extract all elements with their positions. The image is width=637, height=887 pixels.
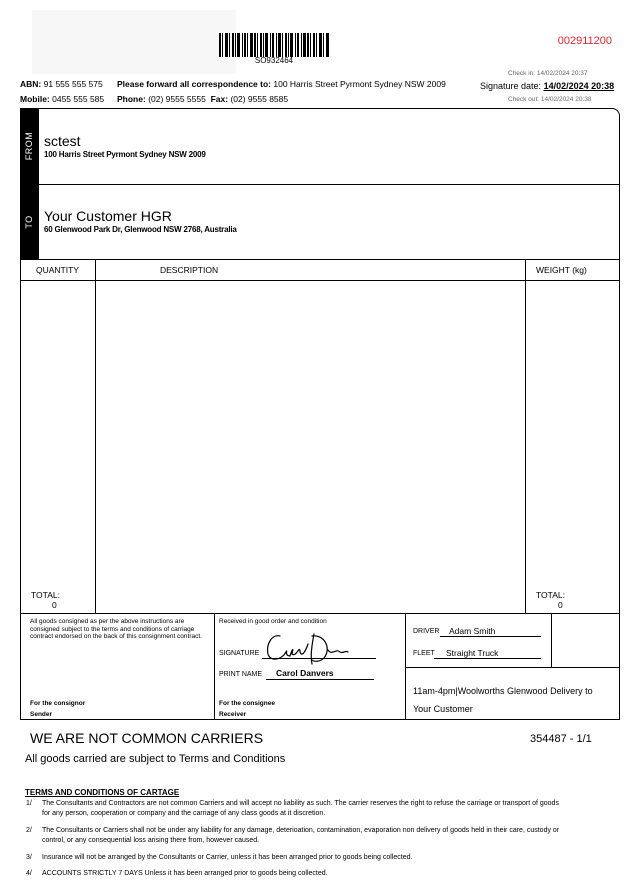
total-weight-label: TOTAL: (536, 590, 565, 600)
received-text: Received in good order and condition (219, 618, 327, 625)
quantity-column-header: QUANTITY (36, 265, 79, 275)
fleet-label: FLEET (413, 650, 435, 657)
driver-label: DRIVER (413, 628, 440, 635)
from-side-bar (20, 108, 39, 184)
check-in: Check in: 14/02/2024 20:37 (508, 70, 588, 77)
terms-heading: TERMS AND CONDITIONS OF CARTAGE (25, 788, 180, 797)
forward-label: Please forward all correspondence to: (117, 79, 271, 89)
term-text: The Consultants and Contractors are not common Carriers and will accept no liability as such. The carrier reserves the right to refuse the carriage or transport of goods (42, 800, 559, 807)
total-quantity-label: TOTAL: (31, 590, 60, 600)
not-common-carriers-notice: WE ARE NOT COMMON CARRIERS (30, 730, 264, 746)
sender-label: Sender (30, 711, 53, 718)
page-reference: 354487 - 1/1 (530, 733, 592, 745)
term-number: 4/ (26, 870, 32, 877)
column-divider (525, 259, 526, 613)
print-name-label: PRINT NAME (219, 671, 263, 678)
to-side-bar (20, 185, 39, 259)
receiver-label: Receiver (219, 711, 247, 718)
term-item (26, 869, 328, 879)
receiver-name: Your Customer HGR (44, 208, 172, 224)
divider (20, 613, 620, 614)
weight-column-header: WEIGHT (kg) (536, 265, 587, 275)
barcode-number: SO932464 (254, 56, 294, 65)
company-logo-area (32, 10, 236, 74)
print-name-line (266, 679, 374, 680)
total-weight-value: 0 (558, 600, 563, 610)
term-item (26, 799, 559, 819)
term-number: 1/ (26, 800, 32, 807)
fax-value: (02) 9555 8585 (230, 94, 289, 104)
total-quantity-value: 0 (52, 600, 57, 610)
term-text: The Consultants or Carriers shall not be under any liability for any damage, deterioation, contamination, evaporation non delivery of goods held in their care, custody or (42, 827, 560, 834)
term-text: ACCOUNTS STRICTLY 7 DAYS Unless it has been arranged prior to goods being collected. (42, 870, 328, 877)
driver-value: Adam Smith (449, 626, 496, 636)
forward-line (117, 79, 446, 89)
phone-value: (02) 9555 5555 (148, 94, 206, 104)
fleet-line (434, 658, 541, 659)
column-divider (95, 259, 96, 613)
to-label: TO (24, 215, 34, 229)
divider (405, 667, 620, 668)
abn-value: 91 555 555 575 (43, 79, 103, 89)
terms-subject-notice: All goods carried are subject to Terms and Conditions (25, 753, 286, 765)
consignor-label: For the consignor (30, 700, 86, 707)
abn-label: ABN: (20, 79, 42, 89)
section-divider (551, 613, 552, 668)
signature-date (480, 81, 614, 91)
divider (20, 184, 620, 185)
signature-label: SIGNATURE (219, 650, 260, 657)
abn-line (20, 79, 103, 89)
mobile-label: Mobile: (20, 94, 50, 104)
term-item (26, 826, 559, 846)
phone-fax-line (117, 94, 288, 104)
phone-label: Phone: (117, 94, 146, 104)
term-number: 3/ (26, 854, 32, 861)
term-item (26, 853, 412, 863)
fleet-value: Straight Truck (446, 648, 499, 658)
divider (20, 280, 620, 281)
section-divider (214, 613, 215, 720)
consignee-label: For the consignee (219, 700, 275, 707)
signature-date-label: Signature date: (480, 81, 542, 91)
sender-address: 100 Harris Street Pyrmont Sydney NSW 2009 (44, 150, 206, 159)
mobile-value: 0455 555 585 (52, 94, 105, 104)
check-out: Check out: 14/02/2024 20:38 (508, 96, 592, 103)
reference-number: 002911200 (557, 35, 612, 47)
delivery-note-line1: 11am-4pm|Woolworths Glenwood Delivery to (413, 686, 593, 696)
signature-image (262, 630, 352, 666)
fax-label: Fax: (210, 94, 229, 104)
receiver-address: 60 Glenwood Park Dr, Glenwood NSW 2768, Australia (44, 225, 237, 234)
sender-name: sctest (44, 133, 81, 149)
mobile-line (20, 94, 104, 104)
term-text: Insurance will not be arranged by the Consultants or Carrier, unless it has been arranged prior to goods being collected. (42, 854, 413, 861)
forward-address: 100 Harris Street Pyrmont Sydney NSW 2009 (273, 79, 446, 89)
delivery-note-line2: Your Customer (413, 704, 473, 714)
term-text-continued: control, or any consequential loss arising there from, however caused. (42, 837, 260, 844)
print-name-value: Carol Danvers (276, 668, 334, 678)
consignor-terms-text: All goods consigned as per the above instructions are consigned subject to the terms and conditions of carriage contract endorsed on the back of this consignment contract. (30, 618, 202, 640)
barcode-image (219, 33, 329, 57)
term-number: 2/ (26, 827, 32, 834)
divider (20, 259, 620, 260)
description-column-header: DESCRIPTION (160, 265, 219, 275)
driver-line (440, 636, 541, 637)
signature-date-value: 14/02/2024 20:38 (543, 81, 615, 91)
term-text-continued: for any person, cooperation or company and the carriage of any class goods at it discretion. (42, 810, 326, 817)
from-label: FROM (24, 131, 34, 161)
